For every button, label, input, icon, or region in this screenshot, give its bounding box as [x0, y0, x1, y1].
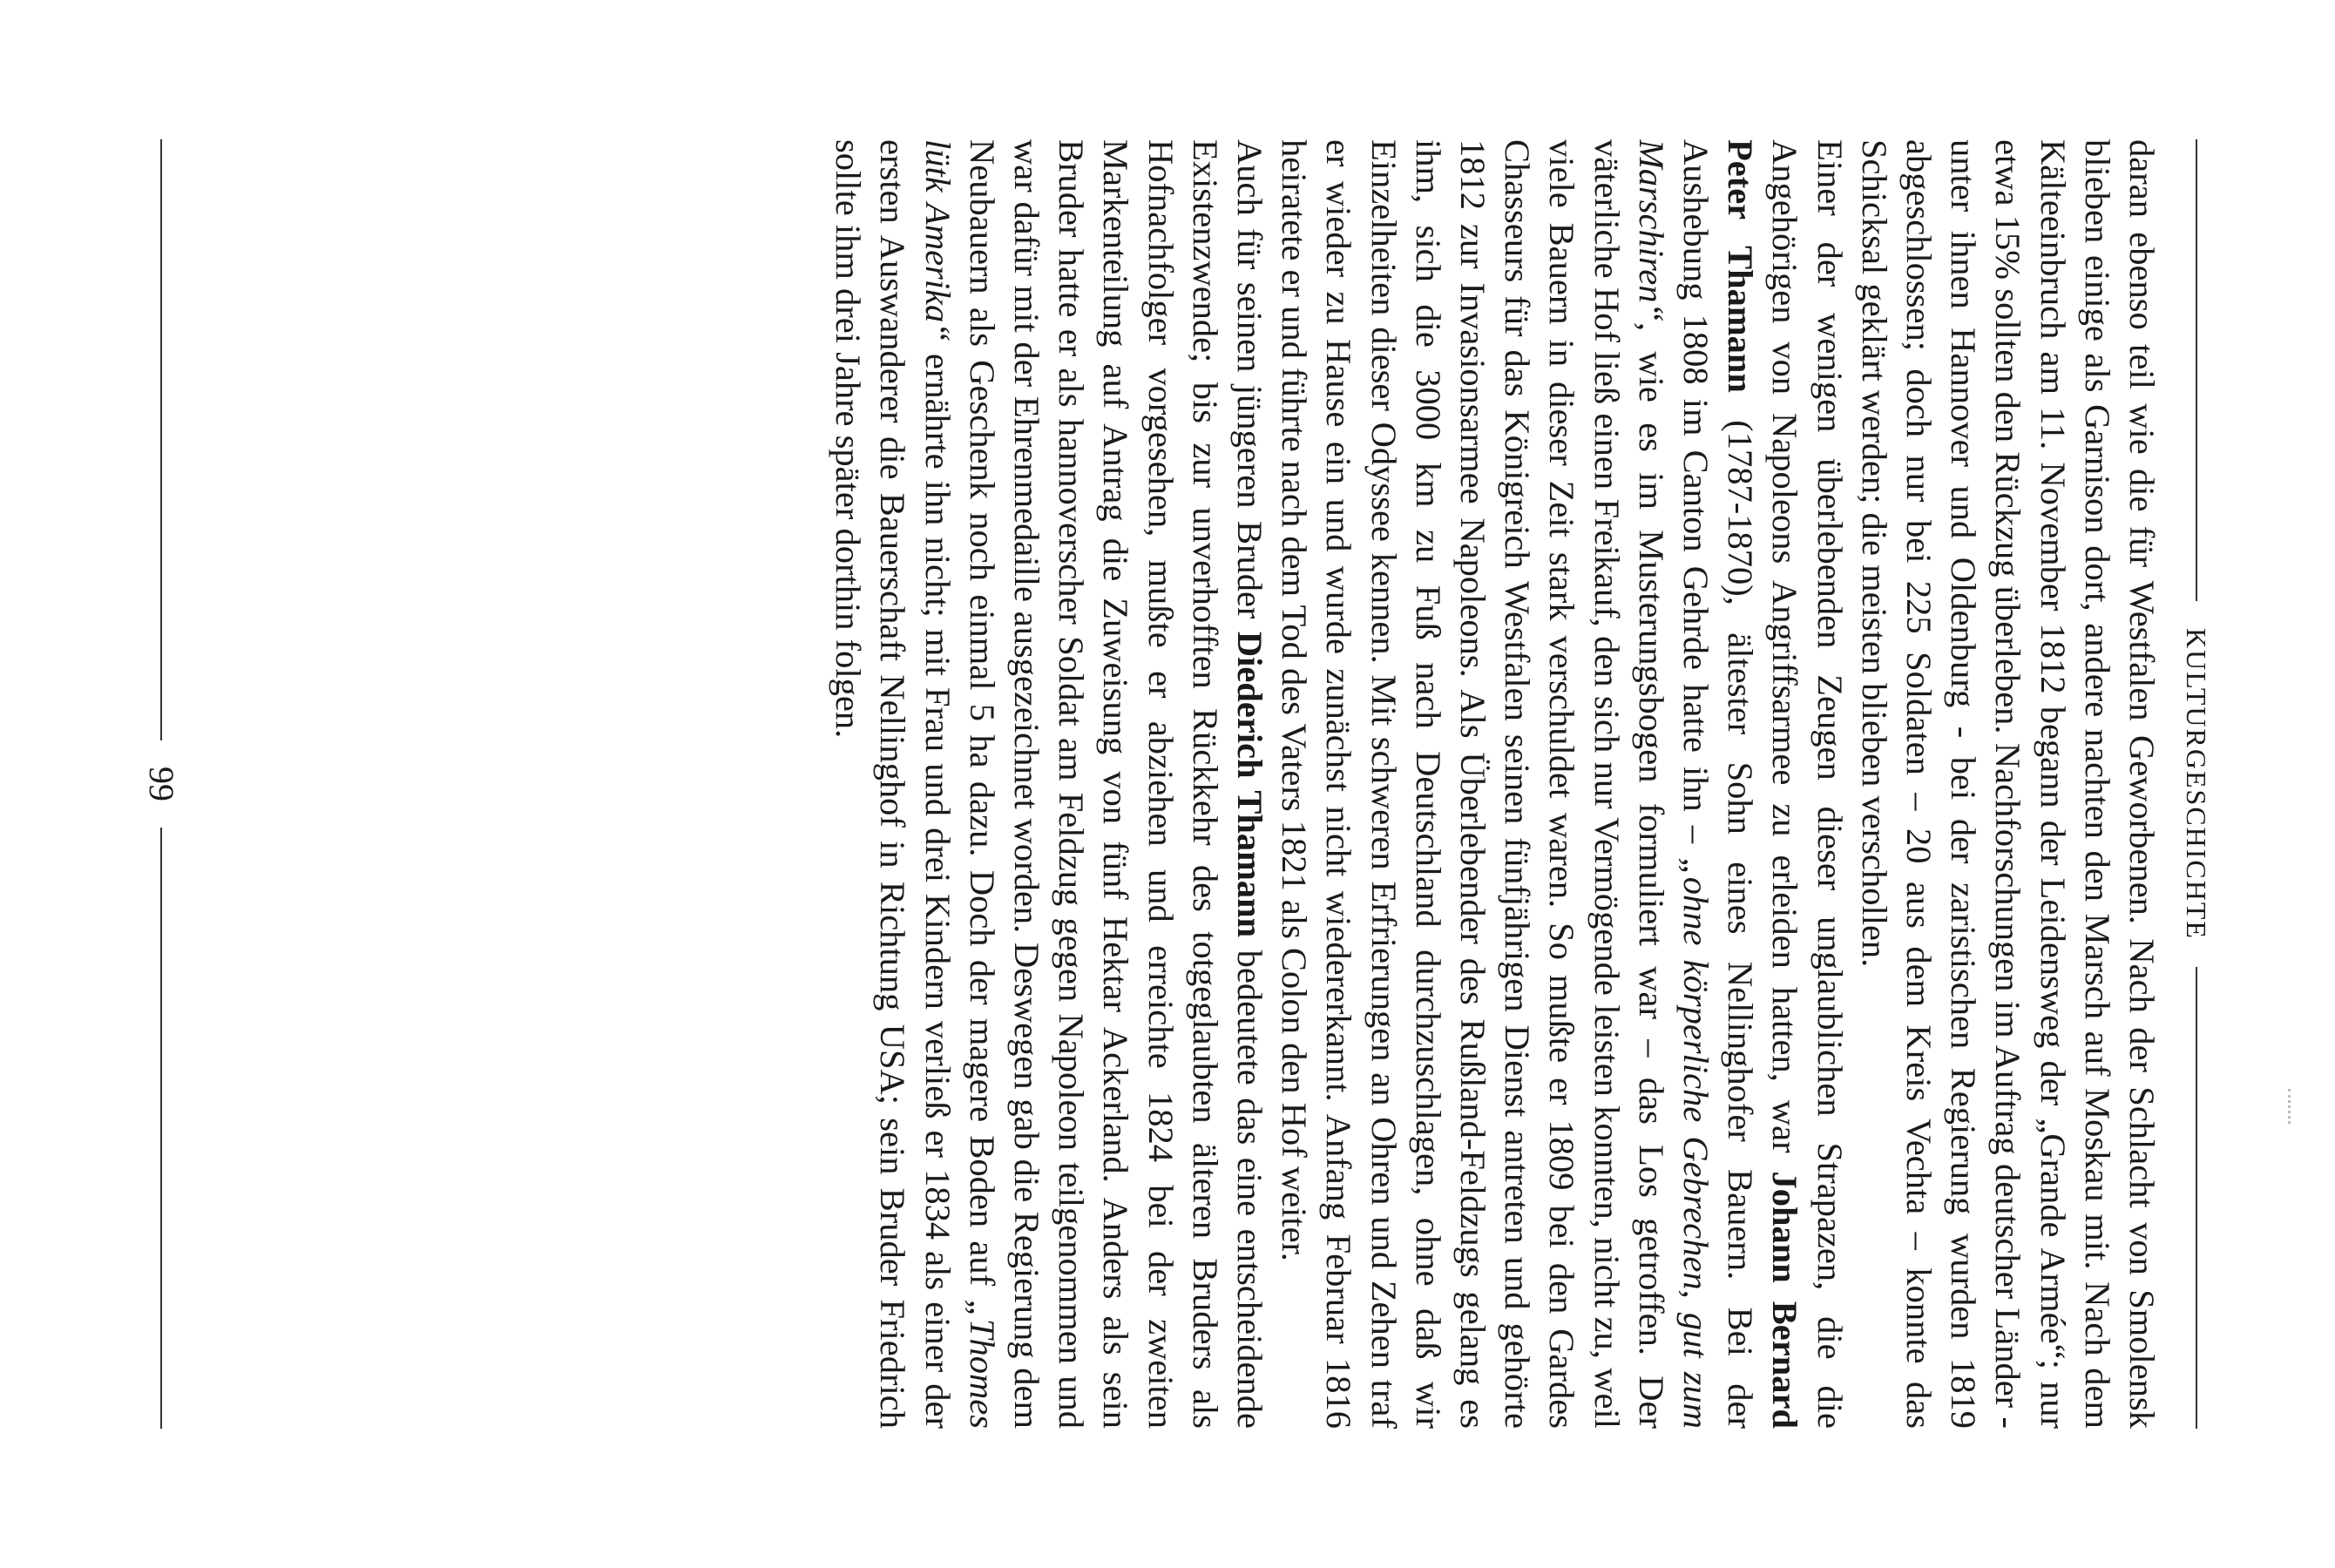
scan-artifact-mark [2288, 1089, 2296, 1124]
text-segment: Einer der wenigen überlebenden Zeugen dieser unglaublichen Strapazen, die die Angehörigen von Napoleons Angriffsarmee zu erleiden hatten, war [1765, 139, 1850, 1429]
footer-rule-left [160, 139, 162, 740]
paragraph-1 [1852, 139, 2164, 1429]
section-title: KULTURGESCHICHTE [2181, 628, 2212, 940]
paragraph-2 [1272, 139, 1852, 1429]
text-segment: Auch für seinen jüngeren Bruder [1229, 139, 1269, 632]
page-number: 99 [142, 767, 181, 801]
header-rule-left [2196, 139, 2197, 601]
paragraph-3 [826, 139, 1272, 1429]
page-footer [139, 139, 183, 1429]
footer-rule-right [160, 828, 162, 1429]
place-name-quote: „Thomes lütk Amerika“ [917, 139, 1002, 1429]
body-text [213, 139, 2164, 1429]
person-name-johann-thamann: Johann Bernard Peter Thamann [1721, 139, 1805, 1429]
text-segment: (1787-1870), ältester Sohn eines Nellinghofer Bauern. Bei der Aushebung 1808 im Canton Gehrde hatte ihn – [1675, 139, 1761, 1429]
text-segment: daran ebenso teil wie die für Westfalen Geworbenen. Nach der Schlacht von Smolensk blieben einige als Garnison dort, andere nachten den Marsch auf Moskau mit. Nach dem Kälteeinbruch am 11. November 1812 begann der Leidensweg der „Grande Armée“; nur etwa 15% sollten den Rückzug überleben. Nachforschungen im Auftrag deutscher Länder - unter ihnen Hannover und Oldenburg - bei der zaristischen Regierung wurden 1819 abgeschlossen; doch nur bei 225 Soldaten – 20 aus dem Kreis Vechta – konnte das Schicksal geklärt werden; die meisten blieben verschollen. [1854, 139, 2162, 1429]
quotation: „ohne körperliche Gebrechen, gut zum Marschiren“ [1631, 139, 1716, 1429]
text-segment: bedeutete das eine entscheidende Existenzwende; bis zur unverhofften Rückkehr des totgeglaubten älteren Bruders als Hofnachfolger vorgesehen, mußte er abziehen und erreichte 1824 bei der zweiten Markenteilung auf Antrag die Zuweisung von fünf Hektar Ackerland. Anders als sein Bruder hatte er als hannoverscher Soldat am Feldzug gegen Napoleon teilgenommen und war dafür mit der Ehrenmedaille ausgezeichnet worden. Deswegen gab die Regierung dem Neubauern als Geschenk noch einmal 5 ha dazu. Doch der magere Boden auf [962, 139, 1269, 1429]
text-segment: , wie es im Musterungsbogen formuliert war – das Los getroffen. Der väterliche Hof ließ einen Freikauf, den sich nur Vermögende leisten konnten, nicht zu, weil viele Bauern in dieser Zeit stark verschuldet waren. So mußte er 1809 bei den Gardes Chasseurs für das Königreich Westfalen seinen fünfjährigen Dienst antreten und gehörte 1812 zur Invasionsarmee Napoleons. Als Überlebender des Rußland-Feldzugs gelang es ihm, sich die 3000 km zu Fuß nach Deutschland durchzuschlagen, ohne daß wir Einzelheiten dieser Odyssee kennen. Mit schweren Erfrierungen an Ohren und Zehen traf er wieder zu Hause ein und wurde zunächst nicht wiedererkannt. Anfang Februar 1816 heiratete er und führte nach dem Tod des Vaters 1821 als Colon den Hof weiter. [1275, 139, 1671, 1429]
person-name-diederich-thamann: Diederich Thamann [1229, 631, 1269, 938]
running-header [2178, 139, 2213, 1429]
header-rule-right [2196, 967, 2197, 1429]
text-segment: ernährte ihn nicht; mit Frau und drei Kindern verließ er 1834 als einer der ersten Auswanderer die Bauerschaft Nellinghof in Richtung USA; sein Bruder Friedrich sollte ihm drei Jahre später dorthin folgen. [829, 139, 958, 1429]
